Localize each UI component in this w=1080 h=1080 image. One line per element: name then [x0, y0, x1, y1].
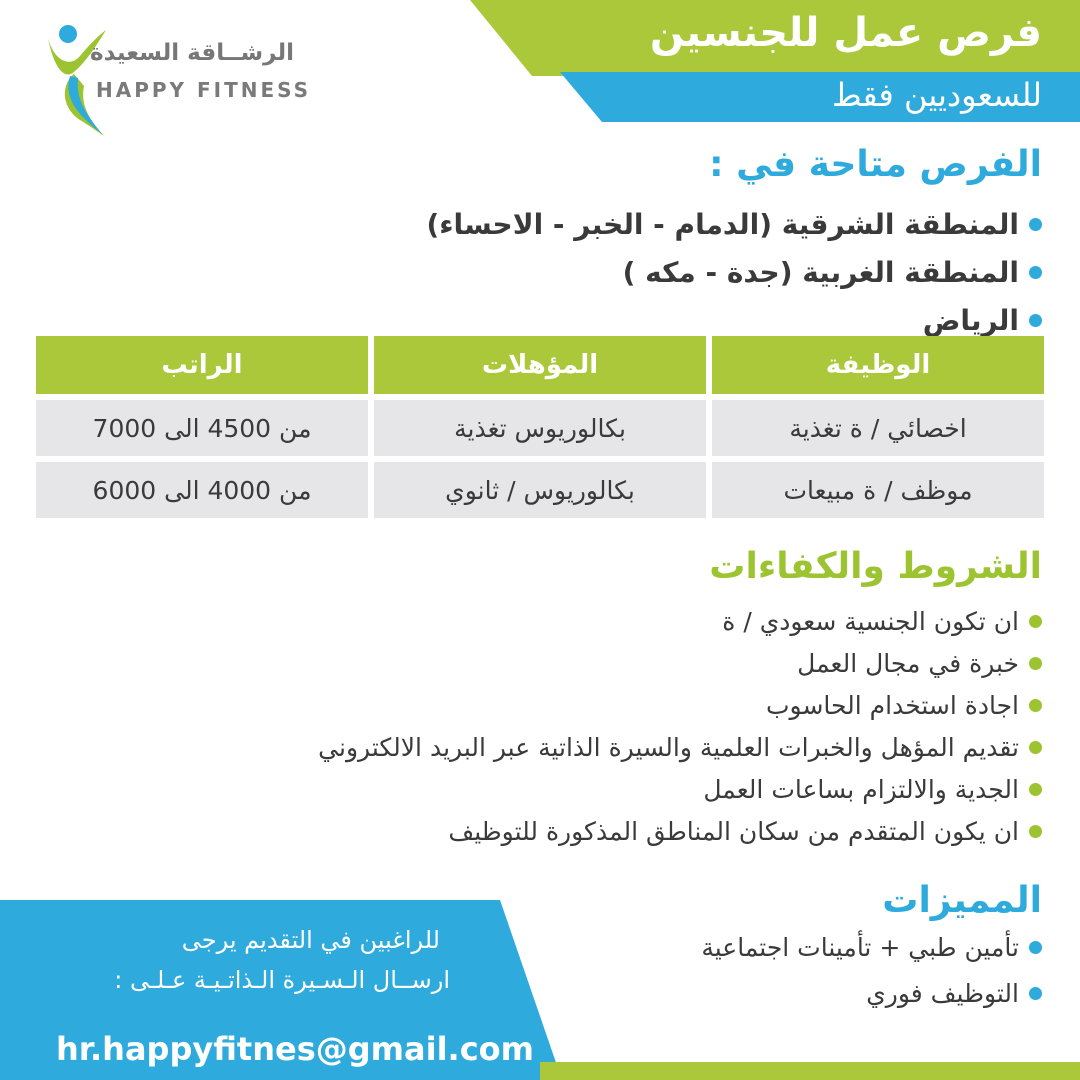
bullet-icon [1029, 987, 1042, 1000]
table-row [36, 400, 1044, 456]
list-item: تأمين طبي + تأمينات اجتماعية [701, 924, 1042, 970]
bullet-icon [1029, 741, 1042, 754]
table-header-cell: المؤهلات [374, 336, 706, 394]
logo-arabic-text: الرشــاقة السعيدة [90, 40, 294, 66]
bullet-icon [1029, 615, 1042, 628]
opportunities-title: الفرص متاحة في : [709, 144, 1042, 185]
header-subtitle: للسعوديين فقط [831, 76, 1042, 114]
jobs-table [36, 336, 1044, 524]
bullet-icon [1029, 266, 1042, 279]
table-cell: من 4500 الى 7000 [36, 400, 368, 456]
list-item: الجدية والالتزام بساعات العمل [318, 768, 1042, 810]
table-cell: بكالوريوس تغذية [374, 400, 706, 456]
list-item: ان يكون المتقدم من سكان المناطق المذكورة للتوظيف [318, 810, 1042, 852]
bullet-icon [1029, 941, 1042, 954]
table-cell: من 4000 الى 6000 [36, 462, 368, 518]
list-item: المنطقة الشرقية (الدمام - الخبر - الاحساء) [426, 200, 1042, 248]
footer-email-link[interactable]: hr.happyfitnes@gmail.com [56, 1030, 534, 1068]
footer-green-strip [540, 1062, 1080, 1080]
list-item: تقديم المؤهل والخبرات العلمية والسيرة الذاتية عبر البريد الالكتروني [318, 726, 1042, 768]
table-cell: اخصائي / ة تغذية [712, 400, 1044, 456]
header-title: فرص عمل للجنسين [649, 10, 1042, 56]
table-row [36, 462, 1044, 518]
bullet-icon [1029, 783, 1042, 796]
table-cell: بكالوريوس / ثانوي [374, 462, 706, 518]
list-item: ان تكون الجنسية سعودي / ة [318, 600, 1042, 642]
bullet-icon [1029, 657, 1042, 670]
bullet-icon [1029, 314, 1042, 327]
table-cell: موظف / ة مبيعات [712, 462, 1044, 518]
table-header-cell: الوظيفة [712, 336, 1044, 394]
list-item: التوظيف فوري [701, 970, 1042, 1016]
bullet-icon [1029, 825, 1042, 838]
regions-list [426, 200, 1042, 344]
list-item: المنطقة الغربية (جدة - مكه ) [426, 248, 1042, 296]
bullet-icon [1029, 218, 1042, 231]
bullet-icon [1029, 699, 1042, 712]
list-item: الرياض [426, 296, 1042, 344]
table-header-cell: الراتب [36, 336, 368, 394]
footer-apply-text: للراغبين في التقديم يرجى [181, 926, 440, 954]
list-item: خبرة في مجال العمل [318, 642, 1042, 684]
benefits-list [701, 924, 1042, 1016]
logo-english-text: HAPPY FITNESS [96, 78, 312, 102]
table-header-row [36, 336, 1044, 394]
list-item: اجادة استخدام الحاسوب [318, 684, 1042, 726]
conditions-list [318, 600, 1042, 852]
benefits-title: المميزات [882, 880, 1042, 921]
footer-send-cv-text: ارســال الـسـيرة الـذاتـيـة عـلـى : [114, 966, 450, 994]
conditions-title: الشروط والكفاءات [709, 546, 1042, 587]
happy-fitness-logo-icon [40, 16, 110, 136]
